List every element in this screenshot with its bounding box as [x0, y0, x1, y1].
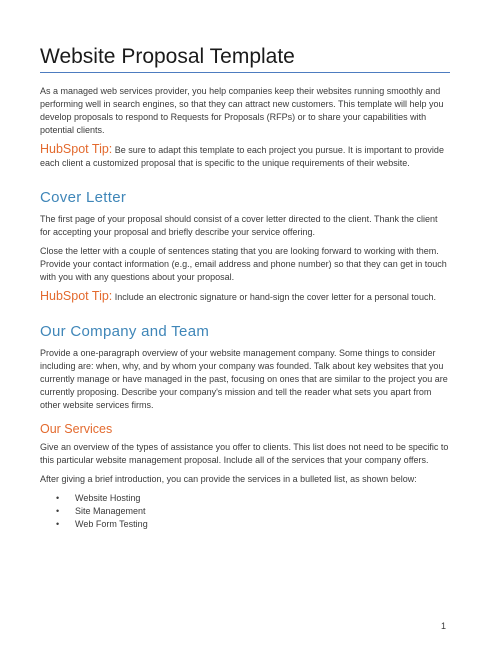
cover-letter-heading: Cover Letter: [40, 189, 127, 206]
list-item: [56, 492, 450, 505]
bullet-icon: •: [56, 519, 60, 529]
services-list: [40, 492, 450, 531]
tip-label: HubSpot Tip:: [40, 142, 113, 156]
hubspot-tip-2: [40, 290, 450, 304]
title-underline: [40, 72, 450, 73]
services-paragraph-1: Give an overview of the types of assistance you offer to clients. This list does not need to be specific to this particular website management proposal. Include all of the services that your company offers.: [40, 442, 449, 465]
list-item-label: Web Form Testing: [75, 519, 148, 529]
company-team-paragraph: Provide a one-paragraph overview of your website management company. Some things to consider including are: when, why, and by whom your company was founded. Talk about key websites that you currently manage or have managed in the past, focusing on ones that are similar to the project you are currently proposing. Describe your company's mission and tell the reader what sets you apart from other website services firms.: [40, 348, 448, 410]
list-item: [56, 518, 450, 531]
cover-letter-paragraph-2: Close the letter with a couple of sentences stating that you are looking forward to working with them. Provide your contact information (e.g., email address and phone number) so that they can get in touch with you with any questions about your proposal.: [40, 246, 447, 282]
document-body: [40, 85, 450, 531]
page-title: Website Proposal Template: [40, 45, 295, 68]
bullet-icon: •: [56, 506, 60, 516]
bullet-icon: •: [56, 493, 60, 503]
list-item-label: Site Management: [75, 506, 146, 516]
company-team-heading: Our Company and Team: [40, 323, 210, 340]
services-paragraph-2: After giving a brief introduction, you can provide the services in a bulleted list, as shown below:: [40, 474, 417, 484]
services-heading: Our Services: [40, 422, 113, 436]
list-item-label: Website Hosting: [75, 493, 141, 503]
tip-label: HubSpot Tip:: [40, 289, 113, 303]
tip-text: Be sure to adapt this template to each project you pursue. It is important to provide each client a customized proposal that is specific to the unique requirements of their website.: [40, 145, 444, 168]
list-item: [56, 505, 450, 518]
page-number: 1: [441, 621, 447, 631]
tip-text: Include an electronic signature or hand-sign the cover letter for a personal touch.: [112, 292, 436, 302]
intro-paragraph: As a managed web services provider, you help companies keep their websites running smoothly and performing well in search engines, so that they can attract new customers. This template will help you develop proposals to respond to Requests for Proposals (RFPs) or to share your capabilities with potential clients.: [40, 86, 444, 135]
hubspot-tip-1: [40, 143, 450, 170]
cover-letter-paragraph-1: The first page of your proposal should consist of a cover letter directed to the client. Thank the client for accepting your proposal and briefly describe your service offering.: [40, 214, 438, 237]
